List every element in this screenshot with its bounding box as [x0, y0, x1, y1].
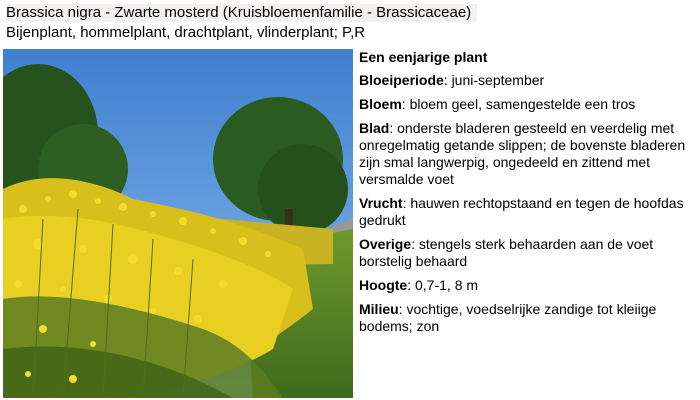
- mustard-field-image: [3, 49, 353, 398]
- info-label: Vrucht: [359, 195, 403, 211]
- info-value: : onderste bladeren gesteeld en veerdelig met onregelmatig getande slippen; de bovenste bladeren zijn smal langwerpig, ongedeeld en zittend met versmalde voet: [359, 120, 686, 187]
- info-milieu: [359, 301, 699, 335]
- plant-info: [359, 49, 699, 342]
- info-overige: [359, 236, 699, 270]
- info-value: : stengels sterk behaarden aan de voet borstelig behaard: [359, 236, 654, 269]
- info-blad: [359, 120, 699, 188]
- info-value: : vochtige, voedselrijke zandige tot kleiige bodems; zon: [359, 301, 657, 334]
- info-hoogte: [359, 277, 699, 294]
- page-header: [0, 0, 700, 50]
- info-label: Blad: [359, 120, 390, 136]
- info-value: : juni-september: [443, 72, 545, 88]
- info-label: Milieu: [359, 301, 399, 317]
- info-label: Bloem: [359, 96, 402, 112]
- info-bloem: [359, 96, 699, 113]
- info-value: : hauwen rechtopstaand en tegen de hoofdas gedrukt: [359, 195, 684, 228]
- info-value: : 0,7-1, 8 m: [407, 277, 479, 293]
- info-vrucht: [359, 195, 699, 229]
- plant-intro: Een eenjarige plant: [359, 49, 488, 65]
- info-value: : bloem geel, samengestelde een tros: [401, 96, 636, 112]
- plant-title: Brassica nigra - Zwarte mosterd (Kruisbloemenfamilie - Brassicaceae): [6, 4, 477, 22]
- info-bloeiperiode: [359, 72, 699, 89]
- info-label: Bloeiperiode: [359, 72, 444, 88]
- info-label: Hoogte: [359, 277, 408, 293]
- plant-subtitle: Bijenplant, hommelplant, drachtplant, vlinderplant; P,R: [6, 24, 366, 41]
- plant-photo: [3, 49, 353, 398]
- info-label: Overige: [359, 236, 412, 252]
